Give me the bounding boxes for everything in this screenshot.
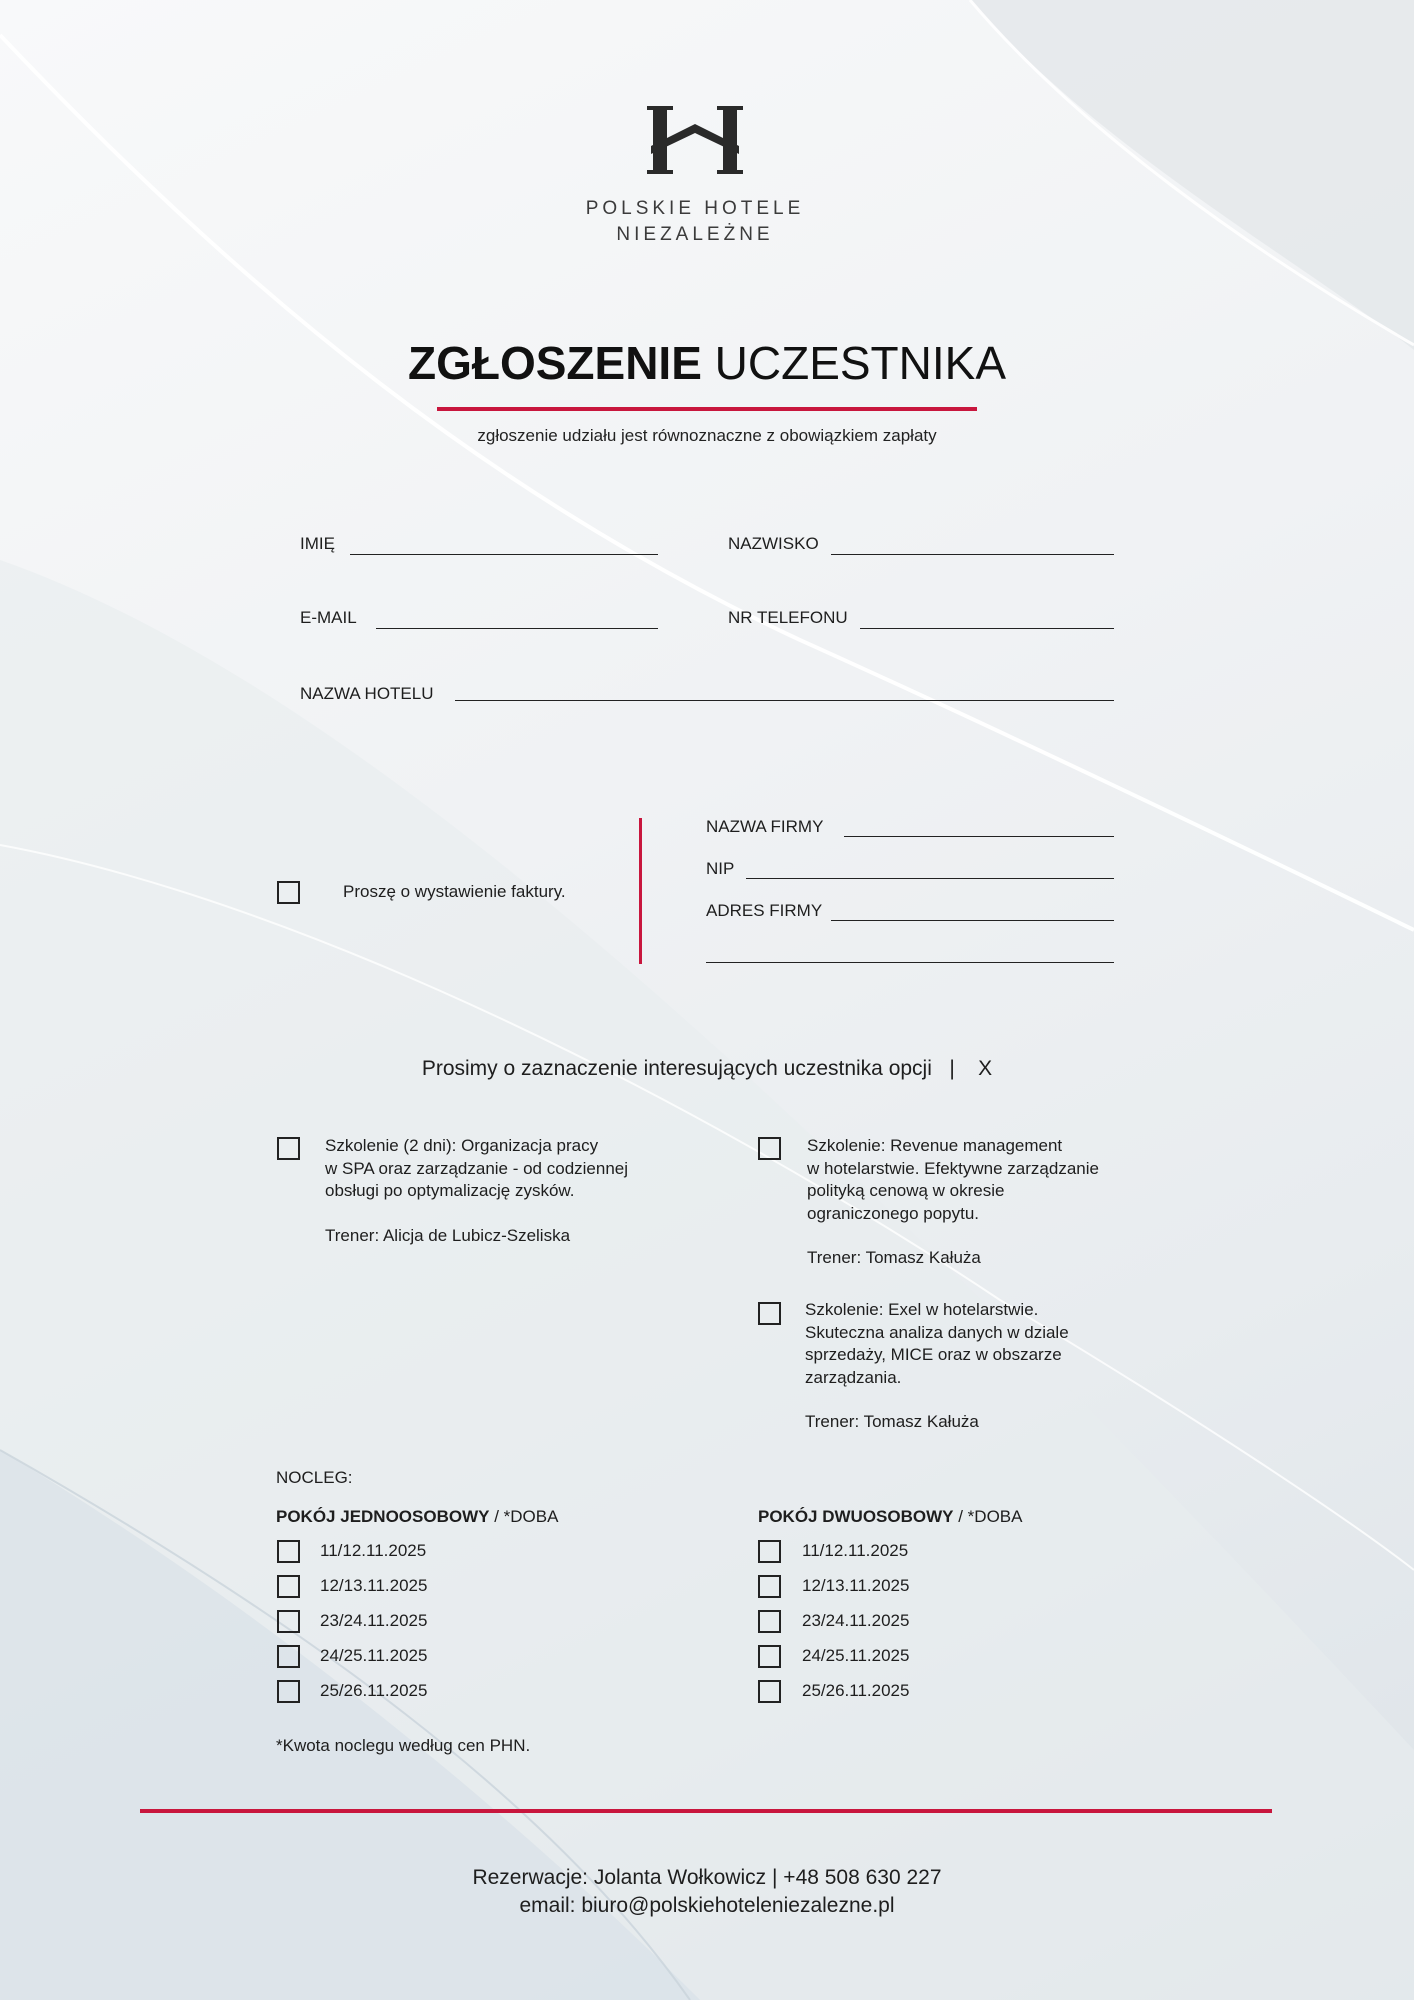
footer-email: email: biuro@polskiehoteleniezalezne.pl	[519, 1894, 895, 1917]
double-room-date: 11/12.11.2025	[802, 1541, 909, 1560]
option-trainer: Trener: Alicja de Lubicz-Szeliska	[325, 1225, 571, 1245]
invoice-checkbox[interactable]	[277, 881, 300, 904]
option-revenue-management	[807, 1135, 1099, 1270]
page-title	[300, 336, 1114, 390]
single-room-date-checkbox[interactable]	[277, 1610, 300, 1633]
option-trainer: Trener: Tomasz Kałuża	[805, 1412, 979, 1431]
single-room-date: 25/26.11.2025	[320, 1681, 428, 1700]
double-room-date-checkbox[interactable]	[758, 1645, 781, 1668]
double-room-date: 25/26.11.2025	[802, 1681, 910, 1700]
option-text-line: Szkolenie: Revenue management	[807, 1136, 1063, 1155]
option-checkbox-revenue-management[interactable]	[758, 1137, 781, 1160]
double-room-heading	[758, 1507, 1022, 1527]
nip-label: NIP	[706, 859, 735, 878]
last-name-label: NAZWISKO	[728, 534, 819, 553]
single-room-date: 24/25.11.2025	[320, 1646, 428, 1665]
single-room-date: 11/12.11.2025	[320, 1541, 427, 1560]
single-room-title: POKÓJ JEDNOOSOBOWY	[276, 1507, 490, 1526]
logo-name-line1: POLSKIE HOTELE	[585, 198, 805, 219]
company-address-field[interactable]	[831, 920, 1114, 921]
double-room-date: 23/24.11.2025	[802, 1611, 910, 1630]
option-text-line: Szkolenie: Exel w hotelarstwie.	[805, 1300, 1039, 1319]
single-room-suffix: / *DOBA	[489, 1507, 559, 1526]
footer-reservations: Rezerwacje: Jolanta Wołkowicz | +48 508 630 227	[472, 1866, 942, 1889]
hotel-name-label: NAZWA HOTELU	[300, 684, 434, 703]
phone-label: NR TELEFONU	[728, 608, 848, 627]
title-underline	[437, 407, 977, 411]
option-text-line: sprzedaży, MICE oraz w obszarze	[805, 1345, 1062, 1364]
email-field[interactable]	[376, 628, 658, 629]
double-room-date-checkbox[interactable]	[758, 1610, 781, 1633]
accommodation-label: NOCLEG:	[276, 1468, 353, 1487]
invoice-divider	[639, 818, 642, 964]
page-subtitle: zgłoszenie udziału jest równoznaczne z obowiązkiem zapłaty	[477, 426, 937, 445]
single-room-date-checkbox[interactable]	[277, 1645, 300, 1668]
nip-field[interactable]	[746, 878, 1114, 879]
email-label: E-MAIL	[300, 608, 357, 627]
double-room-date-checkbox[interactable]	[758, 1575, 781, 1598]
footer-divider	[140, 1809, 1272, 1813]
company-address-label: ADRES FIRMY	[706, 901, 823, 920]
double-room-date: 12/13.11.2025	[802, 1576, 910, 1595]
double-room-date-checkbox[interactable]	[758, 1680, 781, 1703]
accommodation-note: *Kwota noclegu według cen PHN.	[276, 1736, 531, 1755]
option-text-line: zarządzania.	[805, 1367, 902, 1387]
company-name-field[interactable]	[844, 836, 1114, 837]
option-text-line: ograniczonego popytu.	[807, 1203, 980, 1223]
single-room-date-checkbox[interactable]	[277, 1540, 300, 1563]
logo-name-line2: NIEZALEŻNE	[616, 224, 774, 245]
single-room-date: 23/24.11.2025	[320, 1611, 428, 1630]
page-title-bold: ZGŁOSZENIE	[407, 337, 702, 389]
double-room-title: POKÓJ DWUOSOBOWY	[758, 1507, 954, 1526]
option-text-line: Szkolenie (2 dni): Organizacja pracy	[325, 1136, 599, 1155]
company-address-field-line2[interactable]	[706, 962, 1114, 963]
single-room-date-checkbox[interactable]	[277, 1680, 300, 1703]
phone-field[interactable]	[860, 628, 1114, 629]
option-spa-training	[325, 1135, 628, 1247]
option-checkbox-excel-training[interactable]	[758, 1302, 781, 1325]
house-h-logo-icon	[647, 100, 743, 180]
first-name-label: IMIĘ	[300, 534, 335, 553]
first-name-field[interactable]	[350, 554, 658, 555]
hotel-name-field[interactable]	[455, 700, 1114, 701]
invoice-checkbox-label: Proszę o wystawienie faktury.	[343, 882, 566, 901]
single-room-date-checkbox[interactable]	[277, 1575, 300, 1598]
double-room-suffix: / *DOBA	[953, 1507, 1023, 1526]
single-room-date: 12/13.11.2025	[320, 1576, 428, 1595]
option-text-line: w hotelarstwie. Efektywne zarządzanie	[807, 1158, 1099, 1178]
option-checkbox-spa-training[interactable]	[277, 1137, 300, 1160]
last-name-field[interactable]	[831, 554, 1114, 555]
option-text-line: obsługi po optymalizację zysków.	[325, 1181, 575, 1200]
double-room-date: 24/25.11.2025	[802, 1646, 910, 1665]
option-text-line: Skuteczna analiza danych w dziale	[805, 1322, 1069, 1342]
option-excel-training	[805, 1299, 1069, 1434]
options-prompt: Prosimy o zaznaczenie interesujących uczestnika opcji | X	[421, 1057, 993, 1080]
option-text-line: w SPA oraz zarządzanie - od codziennej	[325, 1158, 629, 1178]
page-title-regular: UCZESTNIKA	[714, 337, 1007, 389]
option-trainer: Trener: Tomasz Kałuża	[807, 1248, 981, 1267]
option-text-line: polityką cenową w okresie	[807, 1181, 1005, 1200]
company-name-label: NAZWA FIRMY	[706, 817, 824, 836]
double-room-date-checkbox[interactable]	[758, 1540, 781, 1563]
single-room-heading	[276, 1507, 558, 1527]
